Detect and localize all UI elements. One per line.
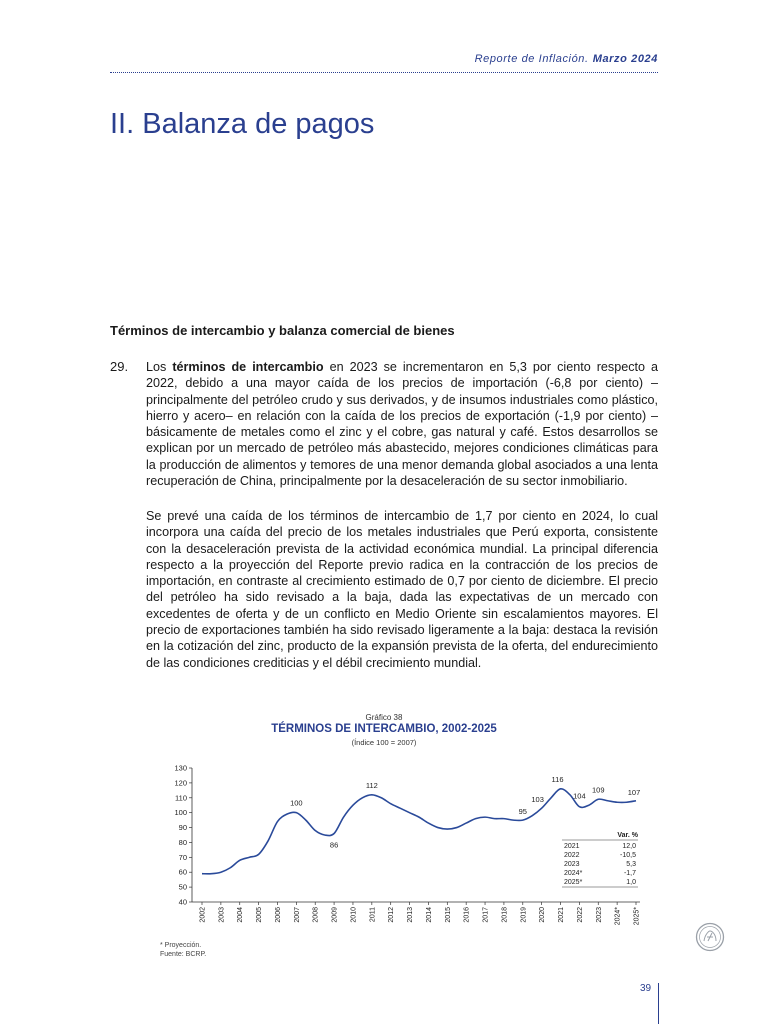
figure-notes xyxy=(160,941,206,959)
inset-table-value: 5,3 xyxy=(626,861,636,868)
note-projection: * Proyección. xyxy=(160,942,202,949)
data-label: 100 xyxy=(290,798,303,808)
x-tick-label: 2004 xyxy=(237,907,245,923)
inset-table-year: 2025* xyxy=(564,879,583,886)
page-rule xyxy=(658,983,659,1024)
terms-of-trade-chart xyxy=(150,760,660,940)
y-tick-label: 70 xyxy=(178,852,187,862)
x-tick-label: 2008 xyxy=(312,907,320,923)
y-tick-label: 120 xyxy=(174,778,187,788)
x-tick-label: 2014 xyxy=(425,907,433,923)
x-tick-label: 2006 xyxy=(274,907,282,923)
x-tick-label: 2010 xyxy=(350,907,358,923)
x-tick-label: 2025* xyxy=(633,907,641,926)
x-tick-label: 2009 xyxy=(331,907,339,923)
x-tick-label: 2022 xyxy=(576,907,584,923)
report-date: Marzo 2024 xyxy=(592,53,658,65)
x-tick-label: 2024* xyxy=(614,907,622,926)
note-source: Fuente: BCRP. xyxy=(160,951,207,958)
y-tick-label: 130 xyxy=(174,763,187,773)
chapter-title: II. Balanza de pagos xyxy=(110,108,375,140)
figure-label: Gráfico 38 xyxy=(365,713,403,722)
running-header xyxy=(475,53,658,65)
x-tick-label: 2013 xyxy=(407,907,415,923)
x-tick-label: 2020 xyxy=(539,907,547,923)
data-label: 104 xyxy=(573,791,586,801)
inset-table-year: 2024* xyxy=(564,870,583,877)
figure-title: TÉRMINOS DE INTERCAMBIO, 2002-2025 xyxy=(271,723,497,735)
y-tick-label: 60 xyxy=(178,867,187,877)
x-tick-label: 2018 xyxy=(501,907,509,923)
paragraph-1-body: en 2023 se incrementaron en 5,3 por ciento respecto a 2022, debido a una mayor caída de los precios de importación (-6,8 por ciento) –principalmente del petróleo crudo y sus derivados, y de insumos industriales como plástico, hierro y acero– en relación con la caída de los precios de exportación (-1,9 por ciento) – básicamente de metales como el zinc y el cobre, gas natural y café. Estos desarrollos se explican por un mercado de petróleo más abastecido, mejores condiciones climáticas para la producción de alimentos y temores de una menor demanda global asociados a una lenta recuperación de China, principalmente por la desaceleración de su sector inmobiliario. xyxy=(146,360,658,489)
data-label: 116 xyxy=(551,774,564,784)
paragraph-1-term: términos de intercambio xyxy=(172,360,324,374)
inset-table-value: -10,5 xyxy=(620,852,636,859)
inset-table-value: 1,0 xyxy=(626,879,636,886)
paragraph-2: Se prevé una caída de los términos de intercambio de 1,7 por ciento en 2024, lo cual incorpora una caída del precio de los metales industriales que Perú exporta, consistente con la desaceleración prevista de la actividad económica mundial. La principal diferencia respecto a la proyección del Reporte previo radica en la contracción de los precios de importación, en contraste al crecimiento estimado de 0,7 por ciento de diciembre. El precio del petróleo ha sido revisado a la baja, dada las expectativas de un mercado con excedentes de oferta y de un conflicto en Medio Oriente sin escalamientos mayores. El precio de exportaciones también ha sido revisado ligeramente a la baja: destaca la revisión en la cotización del zinc, producto de la expansión prevista de la oferta, del endurecimiento de las condiciones crediticias y el débil crecimiento mundial. xyxy=(146,509,658,670)
x-tick-label: 2003 xyxy=(218,907,226,923)
data-label: 107 xyxy=(627,788,641,798)
inset-table-year: 2023 xyxy=(564,861,580,868)
y-tick-label: 90 xyxy=(178,823,187,833)
data-label: 109 xyxy=(592,785,605,795)
data-label: 95 xyxy=(518,807,527,817)
paragraph-1-intro: Los xyxy=(146,360,173,374)
x-tick-label: 2016 xyxy=(463,907,471,923)
inset-table-value: 12,0 xyxy=(622,843,636,850)
x-tick-label: 2015 xyxy=(444,907,452,923)
x-tick-label: 2017 xyxy=(482,907,490,923)
x-tick-label: 2019 xyxy=(520,907,528,923)
y-tick-label: 110 xyxy=(175,793,187,803)
inset-table-year: 2021 xyxy=(564,843,580,850)
inset-table-year: 2022 xyxy=(564,852,580,859)
figure-subtitle: (Índice 100 = 2007) xyxy=(351,738,417,747)
data-label: 103 xyxy=(531,795,544,805)
data-label: 86 xyxy=(329,840,339,850)
x-tick-label: 2011 xyxy=(369,907,377,923)
paragraph-number: 29. xyxy=(110,359,129,374)
data-label: 112 xyxy=(365,780,378,790)
x-tick-label: 2023 xyxy=(595,907,603,923)
x-tick-label: 2012 xyxy=(388,907,396,923)
section-title: Términos de intercambio y balanza comercial de bienes xyxy=(110,323,455,338)
report-name: Reporte de Inflación. xyxy=(474,53,589,65)
y-tick-label: 40 xyxy=(178,897,187,907)
paragraph-1 xyxy=(146,359,658,489)
y-tick-label: 50 xyxy=(178,882,187,892)
header-rule xyxy=(110,72,658,73)
x-tick-label: 2002 xyxy=(199,907,207,923)
x-tick-label: 2005 xyxy=(256,907,264,923)
y-tick-label: 80 xyxy=(178,837,187,847)
page-number: 39 xyxy=(640,983,652,994)
inset-table-value: -1,7 xyxy=(623,870,636,877)
inset-table-header: Var. % xyxy=(617,832,638,839)
x-tick-label: 2007 xyxy=(293,907,301,923)
bcrp-seal-icon xyxy=(695,922,725,952)
y-tick-label: 100 xyxy=(174,808,187,818)
x-tick-label: 2021 xyxy=(558,907,566,923)
